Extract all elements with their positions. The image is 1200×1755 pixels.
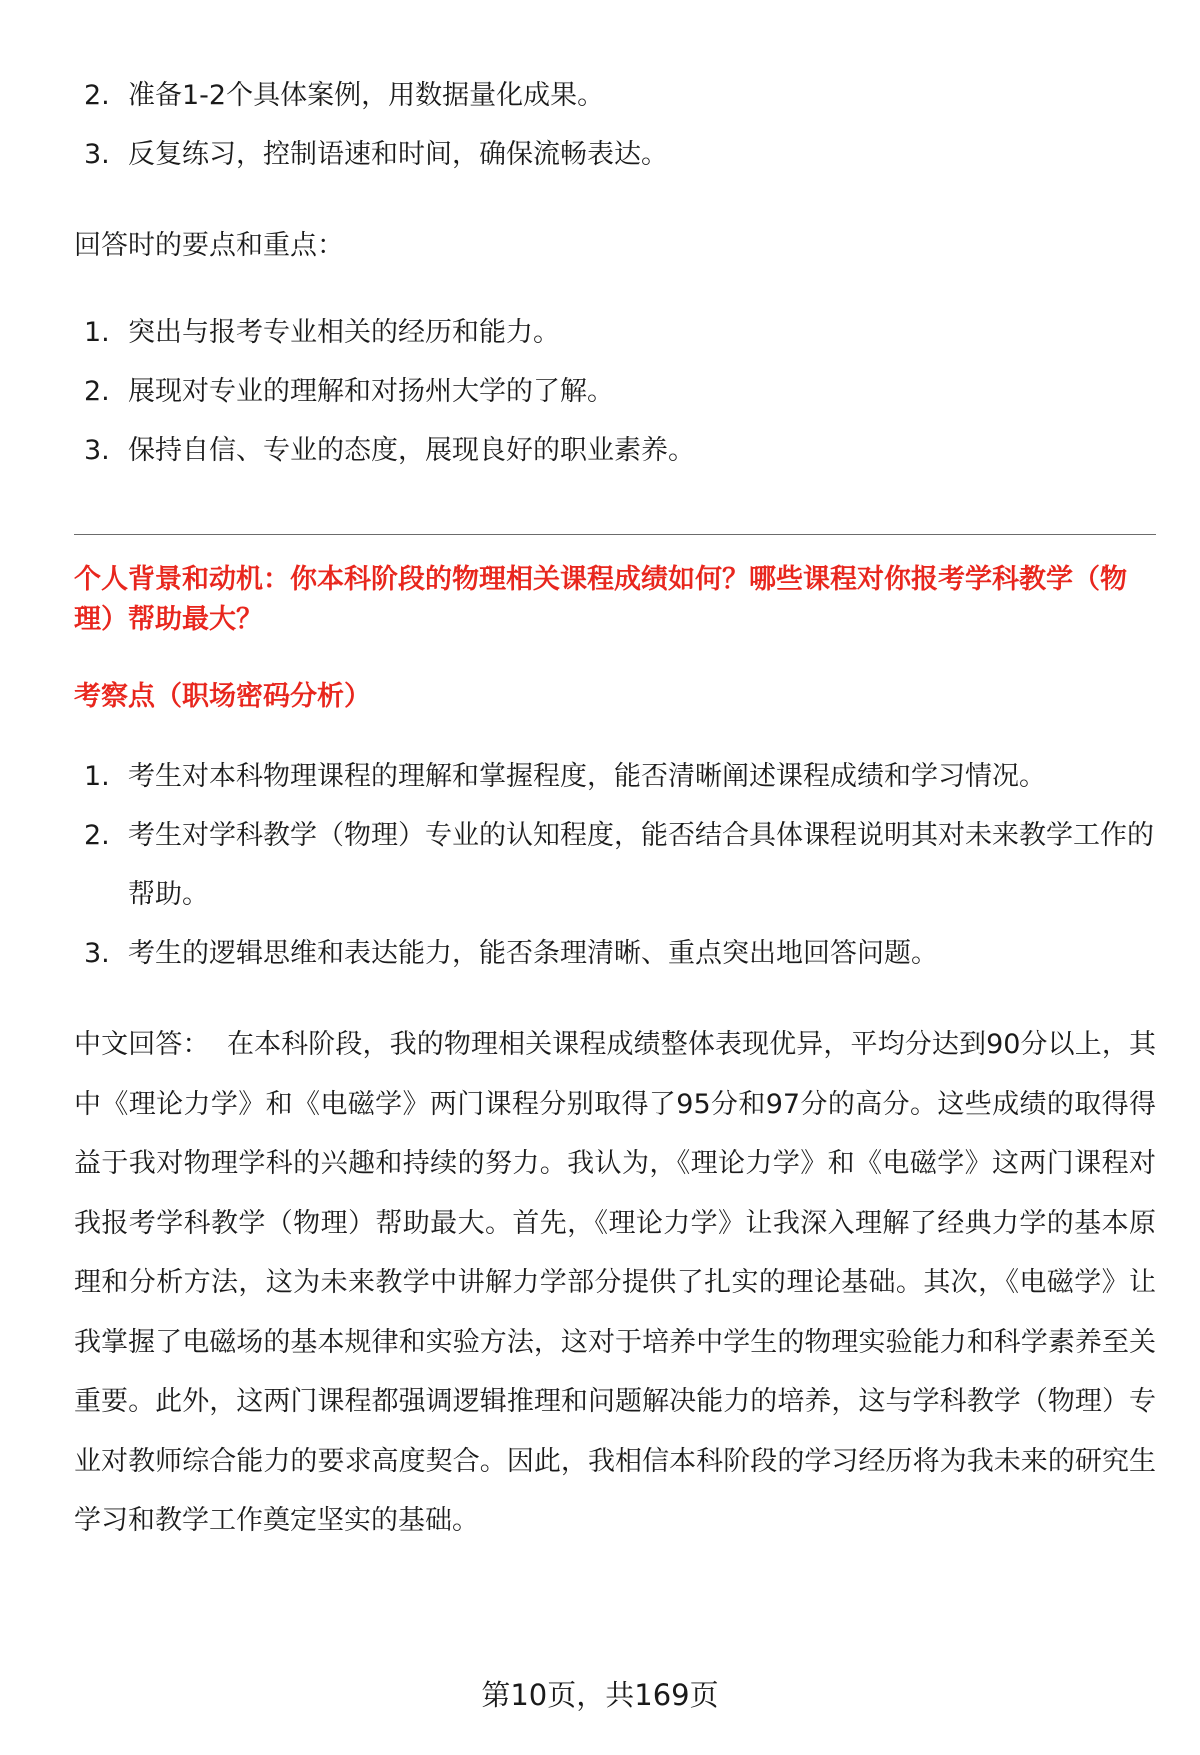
list-number: 2.	[84, 80, 110, 111]
question-heading: 个人背景和动机：你本科阶段的物理相关课程成绩如何？哪些课程对你报考学科教学（物理）帮助最大？	[74, 564, 1127, 635]
page-footer: 第10页，共169页	[481, 1678, 719, 1712]
focus-points-list	[74, 747, 1156, 983]
key-points-label: 回答时的要点和重点：	[74, 230, 344, 261]
answer-paragraph	[74, 1015, 1156, 1551]
list-number: 3.	[84, 938, 110, 969]
list-item	[74, 66, 668, 125]
list-item	[74, 924, 1156, 983]
list-number: 3.	[84, 435, 110, 466]
list-text: 准备1-2个具体案例，用数据量化成果。	[128, 80, 605, 111]
list-number: 2.	[84, 376, 110, 407]
list-text: 考生的逻辑思维和表达能力，能否条理清晰、重点突出地回答问题。	[128, 938, 938, 969]
answer-text: 在本科阶段，我的物理相关课程成绩整体表现优异，平均分达到90分以上，其中《理论力学》和《电磁学》两门课程分别取得了95分和97分的高分。这些成绩的取得得益于我对物理学科的兴趣和持续的努力。我认为，《理论力学》和《电磁学》这两门课程对我报考学科教学（物理）帮助最大。首先，《理论力学》让我深入理解了经典力学的基本原理和分析方法，这为未来教学中讲解力学部分提供了扎实的理论基础。其次，《电磁学》让我掌握了电磁场的基本规律和实验方法，这对于培养中学生的物理实验能力和科学素养至关重要。此外，这两门课程都强调逻辑推理和问题解决能力的培养，这与学科教学（物理）专业对教师综合能力的要求高度契合。因此，我相信本科阶段的学习经历将为我未来的研究生学习和教学工作奠定坚实的基础。	[74, 1029, 1156, 1536]
answer-label: 中文回答：	[74, 1029, 210, 1060]
list-number: 2.	[84, 820, 110, 851]
list-text: 反复练习，控制语速和时间，确保流畅表达。	[128, 139, 668, 170]
list-number: 1.	[84, 317, 110, 348]
list-item	[74, 421, 695, 480]
list-item	[74, 806, 1156, 924]
list-text: 考生对本科物理课程的理解和掌握程度，能否清晰阐述课程成绩和学习情况。	[128, 761, 1046, 792]
list-text: 保持自信、专业的态度，展现良好的职业素养。	[128, 435, 695, 466]
list-item	[74, 747, 1156, 806]
list-number: 3.	[84, 139, 110, 170]
list-text: 展现对专业的理解和对扬州大学的了解。	[128, 376, 614, 407]
section-divider	[74, 534, 1156, 535]
list-text: 突出与报考专业相关的经历和能力。	[128, 317, 560, 348]
intro-list	[74, 66, 668, 184]
list-number: 1.	[84, 761, 110, 792]
list-item	[74, 303, 695, 362]
list-item	[74, 125, 668, 184]
list-item	[74, 362, 695, 421]
key-points-list	[74, 303, 695, 480]
list-text: 考生对学科教学（物理）专业的认知程度，能否结合具体课程说明其对未来教学工作的帮助。	[128, 820, 1154, 910]
focus-heading: 考察点（职场密码分析）	[74, 681, 371, 712]
